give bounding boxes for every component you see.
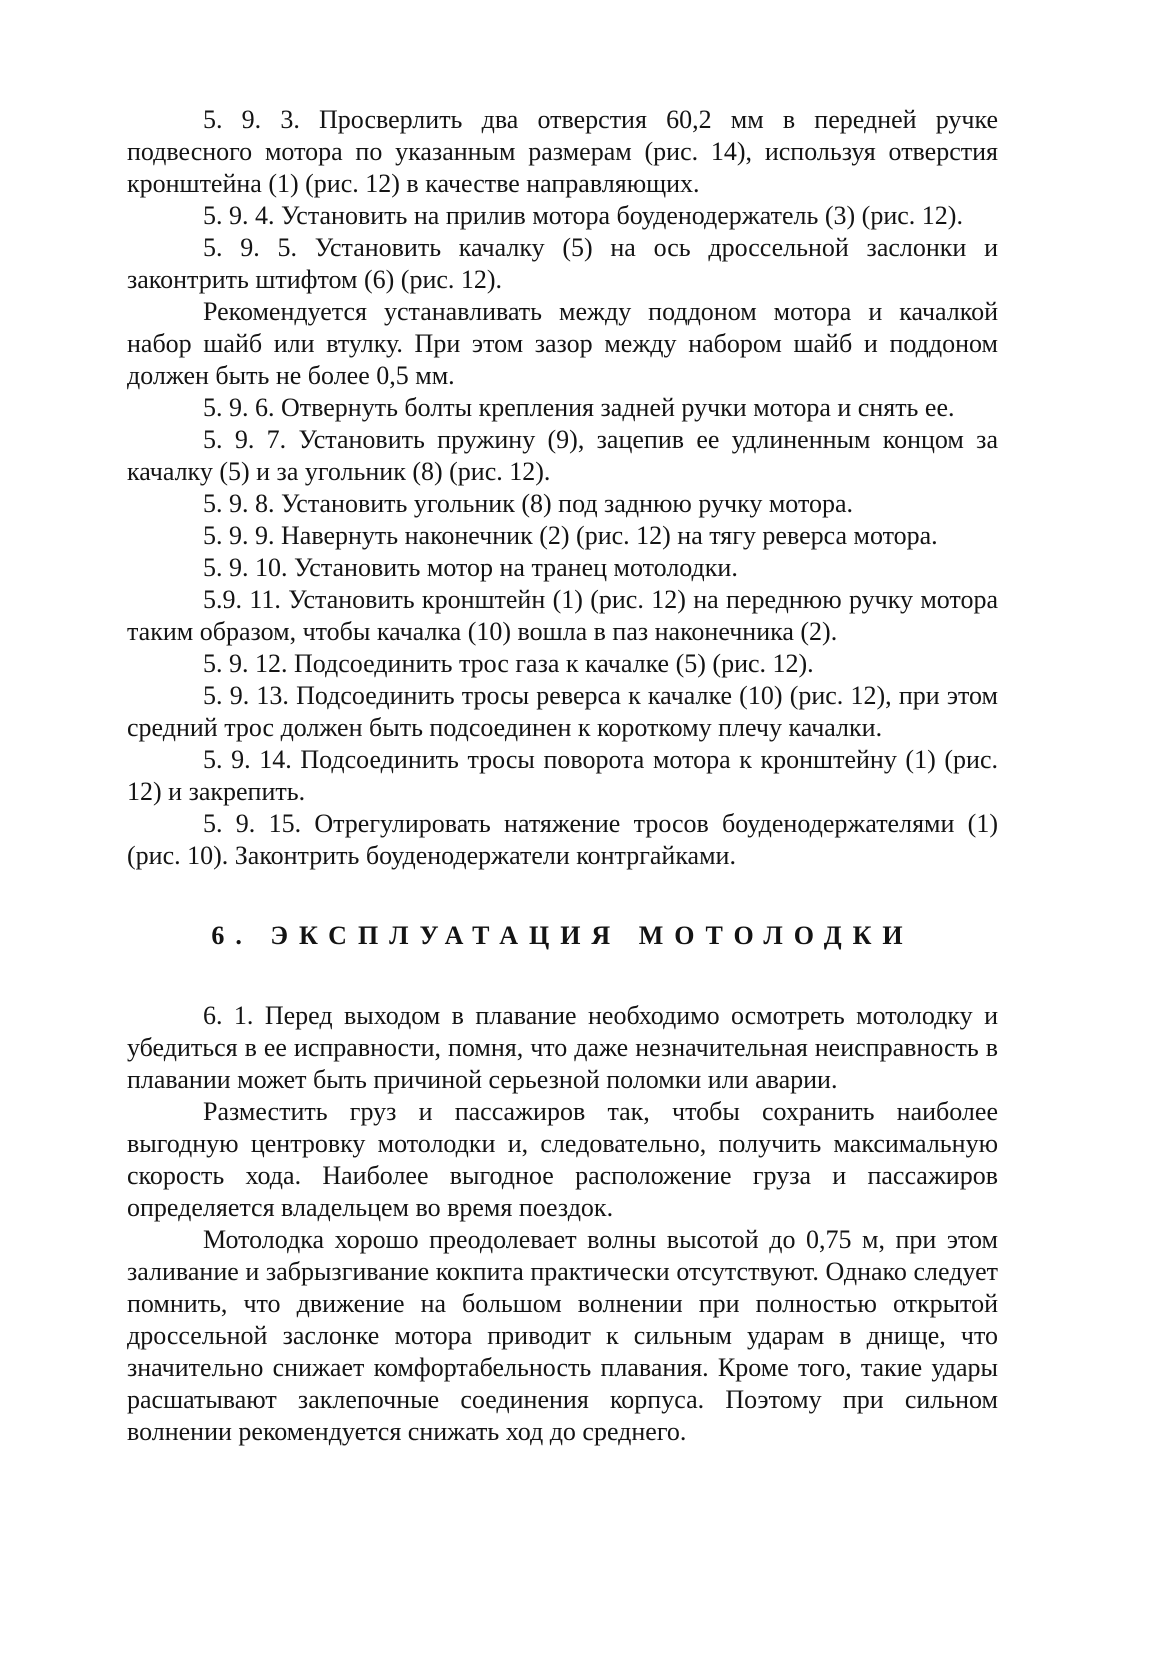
paragraph-5-9-13: 5. 9. 13. Подсоединить тросы реверса к качалке (10) (рис. 12), при этом средний трос должен быть подсоединен к короткому плечу качалки. [127,681,998,742]
paragraph-5-9-15: 5. 9. 15. Отрегулировать натяжение тросов боуденодержателями (1) (рис. 10). Законтрить боуденодержатели контргайками. [127,809,998,870]
paragraph-5-9-7: 5. 9. 7. Установить пружину (9), зацепив ее удлиненным концом за качалку (5) и за угольник (8) (рис. 12). [127,425,998,486]
paragraph-5-9-8: 5. 9. 8. Установить угольник (8) под заднюю ручку мотора. [203,489,854,518]
paragraph-recommendation: Рекомендуется устанавливать между поддоном мотора и качалкой набор шайб или втулку. При этом зазор между набором шайб и поддоном должен быть не более 0,5 мм. [127,297,998,390]
paragraph-5-9-4: 5. 9. 4. Установить на прилив мотора боуденодержатель (3) (рис. 12). [203,201,963,230]
text-column [127,104,998,1448]
paragraph-5-9-14: 5. 9. 14. Подсоединить тросы поворота мотора к кронштейну (1) (рис. 12) и закрепить. [127,745,998,806]
paragraph-5-9-3: 5. 9. 3. Просверлить два отверстия 60,2 мм в передней ручке подвесного мотора по указанным размерам (рис. 14), используя отверстия кронштейна (1) (рис. 12) в качестве направляющих. [127,105,998,198]
paragraph-5-9-11: 5.9. 11. Установить кронштейн (1) (рис. 12) на переднюю ручку мотора таким образом, чтобы качалка (10) вошла в паз наконечника (2). [127,585,998,646]
paragraph-5-9-10: 5. 9. 10. Установить мотор на транец мотолодки. [203,553,738,582]
paragraph-5-9-9: 5. 9. 9. Навернуть наконечник (2) (рис. 12) на тягу реверса мотора. [203,521,938,550]
paragraph-5-9-5: 5. 9. 5. Установить качалку (5) на ось дроссельной заслонки и законтрить штифтом (6) (рис. 12). [127,233,998,294]
paragraph-cargo-placement: Разместить груз и пассажиров так, чтобы сохранить наиболее выгодную центровку мотолодки и, следовательно, получить максимальную скорость хода. Наиболее выгодное расположение груза и пассажиров определяется владельцем во время поездок. [127,1097,998,1222]
paragraph-5-9-6: 5. 9. 6. Отвернуть болты крепления задней ручки мотора и снять ее. [203,393,955,422]
paragraph-6-1: 6. 1. Перед выходом в плавание необходимо осмотреть мотолодку и убедиться в ее исправности, помня, что даже незначительная неисправность в плавании может быть причиной серьезной поломки или аварии. [127,1001,998,1094]
paragraph-5-9-12: 5. 9. 12. Подсоединить трос газа к качалке (5) (рис. 12). [203,649,814,678]
section-heading: 6. ЭКСПЛУАТАЦИЯ МОТОЛОДКИ [211,921,914,950]
paragraph-waves: Мотолодка хорошо преодолевает волны высотой до 0,75 м, при этом заливание и забрызгивание кокпита практически отсутствуют. Однако следует помнить, что движение на большом волнении при полностью открытой дроссельной заслонке мотора приводит к сильным ударам в днище, что значительно снижает комфортабельность плавания. Кроме того, такие удары расшатывают заклепочные соединения корпуса. Поэтому при сильном волнении рекомендуется снижать ход до среднего. [127,1225,998,1446]
